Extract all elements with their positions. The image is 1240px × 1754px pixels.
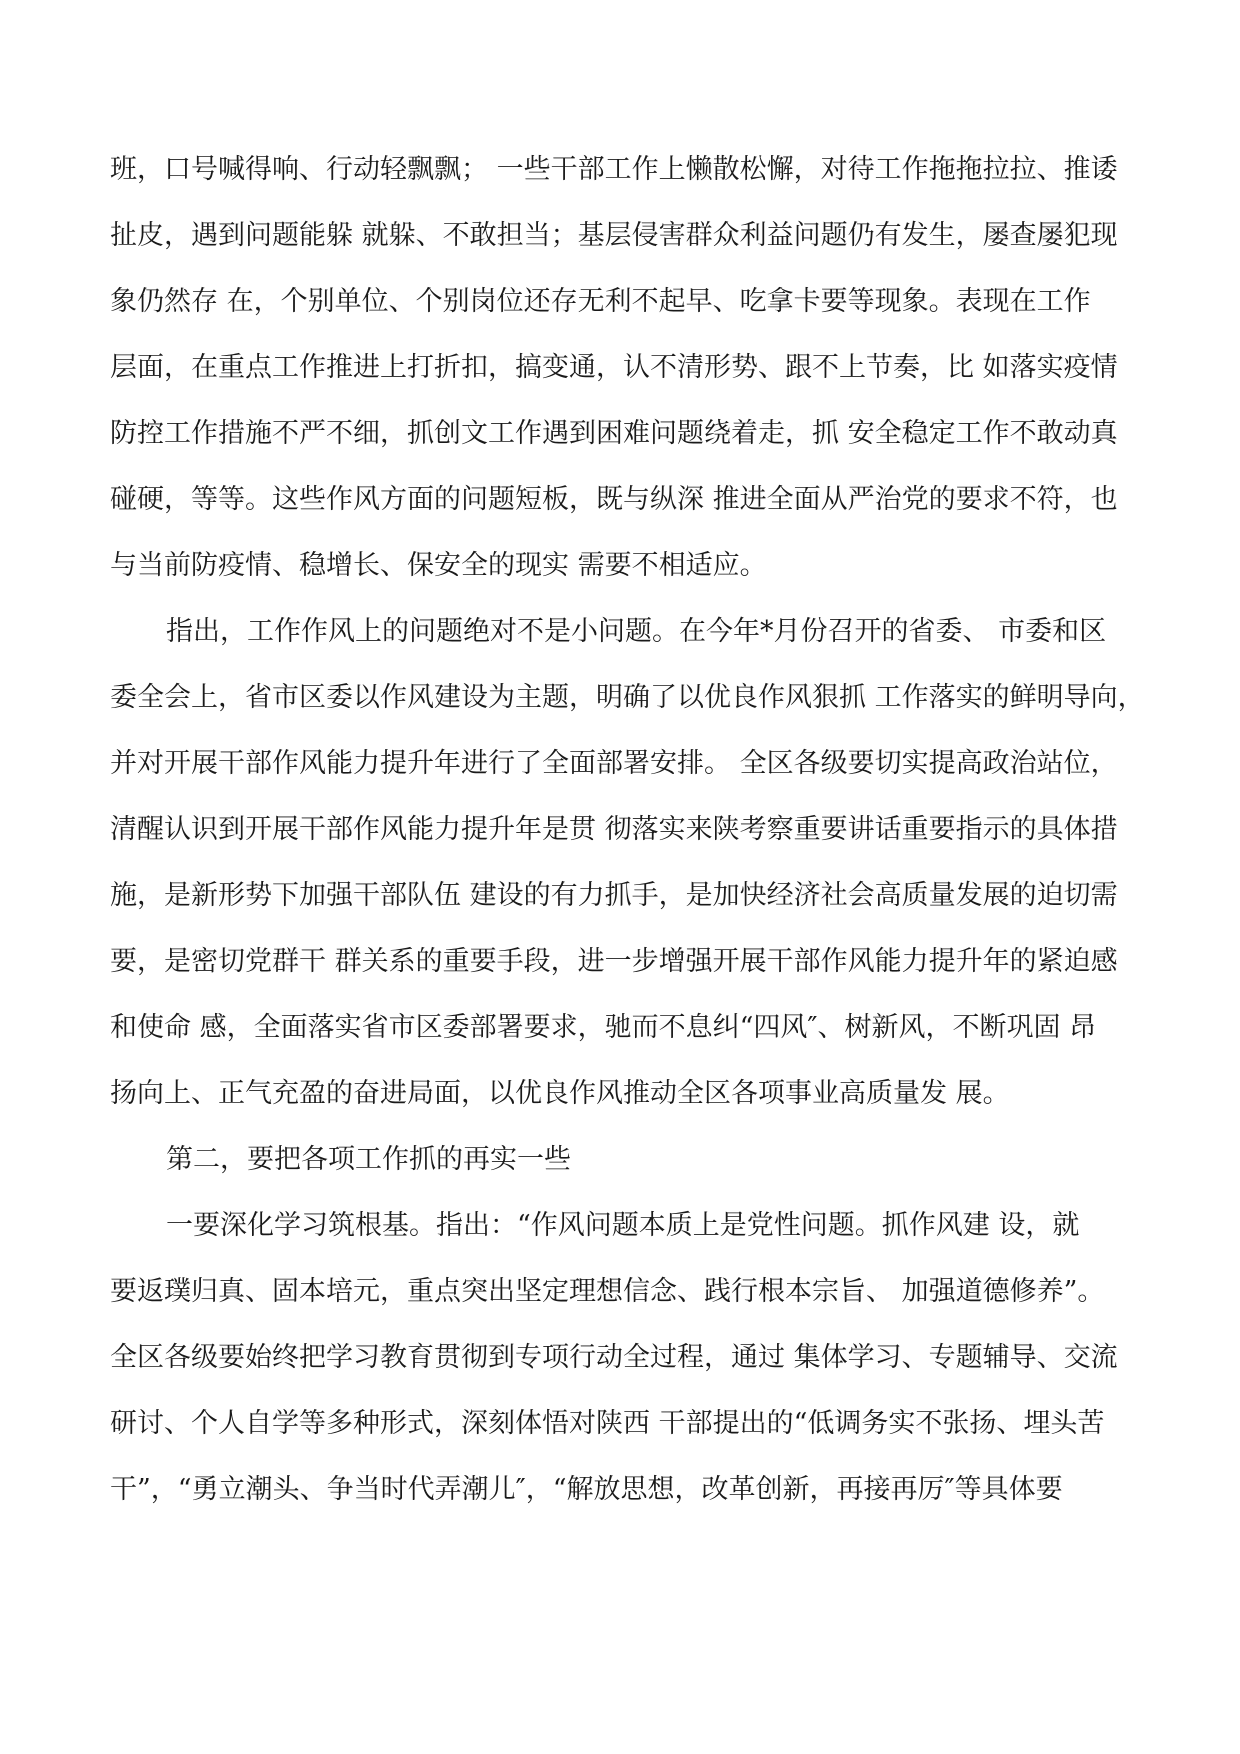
paragraph-line: 层面，在重点工作推进上打折扣，搞变通，认不清形势、跟不上节奏，比 如落实疫情 [110,352,1118,383]
paragraph-line: 与当前防疫情、稳增长、保安全的现实 需要不相适应。 [110,550,767,581]
paragraph-line: 象仍然存 在，个别单位、个别岗位还存无利不起早、吃拿卡要等现象。表现在工作 [110,286,1091,317]
paragraph-line: 要返璞归真、固本培元，重点突出坚定理想信念、践行根本宗旨、 加强道德修养”。 [110,1276,1105,1307]
paragraph-line: 委全会上，省市区委以作风建设为主题，明确了以优良作风狠抓 工作落实的鲜明导向， [110,682,1145,713]
paragraph-line: 研讨、个人自学等多种形式，深刻体悟对陕西 干部提出的“低调务实不张扬、埋头苦 [110,1408,1105,1439]
paragraph-line: 扯皮，遇到问题能躲 就躲、不敢担当；基层侵害群众利益问题仍有发生，屡查屡犯现 [110,220,1118,251]
paragraph-line: 扬向上、正气充盈的奋进局面，以优良作风推动全区各项事业高质量发 展。 [110,1078,1010,1109]
paragraph-line: 要，是密切党群干 群关系的重要手段，进一步增强开展干部作风能力提升年的紧迫感 [110,946,1118,977]
paragraph-line: 和使命 感，全面落实省市区委部署要求，驰而不息纠“四风″、树新风，不断巩固 昂 [110,1012,1097,1043]
paragraph-line: 班，口号喊得响、行动轻飘飘； 一些干部工作上懒散松懈，对待工作拖拖拉拉、推诿 [110,154,1118,185]
paragraph-line: 并对开展干部作风能力提升年进行了全面部署安排。 全区各级要切实提高政治站位， [110,748,1118,779]
paragraph-line: 全区各级要始终把学习教育贯彻到专项行动全过程，通过 集体学习、专题辅导、交流 [110,1342,1118,1373]
section-heading: 第二，要把各项工作抓的再实一些 [166,1144,571,1175]
paragraph-line: 防控工作措施不严不细，抓创文工作遇到困难问题绕着走，抓 安全稳定工作不敢动真 [110,418,1118,449]
paragraph-line: 碰硬，等等。这些作风方面的问题短板，既与纵深 推进全面从严治党的要求不符，也 [110,484,1118,515]
paragraph-line: 干”，“勇立潮头、争当时代弄潮儿″，“解放思想，改革创新，再接再厉″等具体要 [110,1474,1063,1505]
paragraph-line: 施，是新形势下加强干部队伍 建设的有力抓手，是加快经济社会高质量发展的迫切需 [110,880,1118,911]
paragraph-line: 指出，工作作风上的问题绝对不是小问题。在今年*月份召开的省委、 市委和区 [166,616,1107,647]
paragraph-line: 一要深化学习筑根基。指出：“作风问题本质上是党性问题。抓作风建 设，就 [166,1210,1080,1241]
paragraph-line: 清醒认识到开展干部作风能力提升年是贯 彻落实来陕考察重要讲话重要指示的具体措 [110,814,1118,845]
